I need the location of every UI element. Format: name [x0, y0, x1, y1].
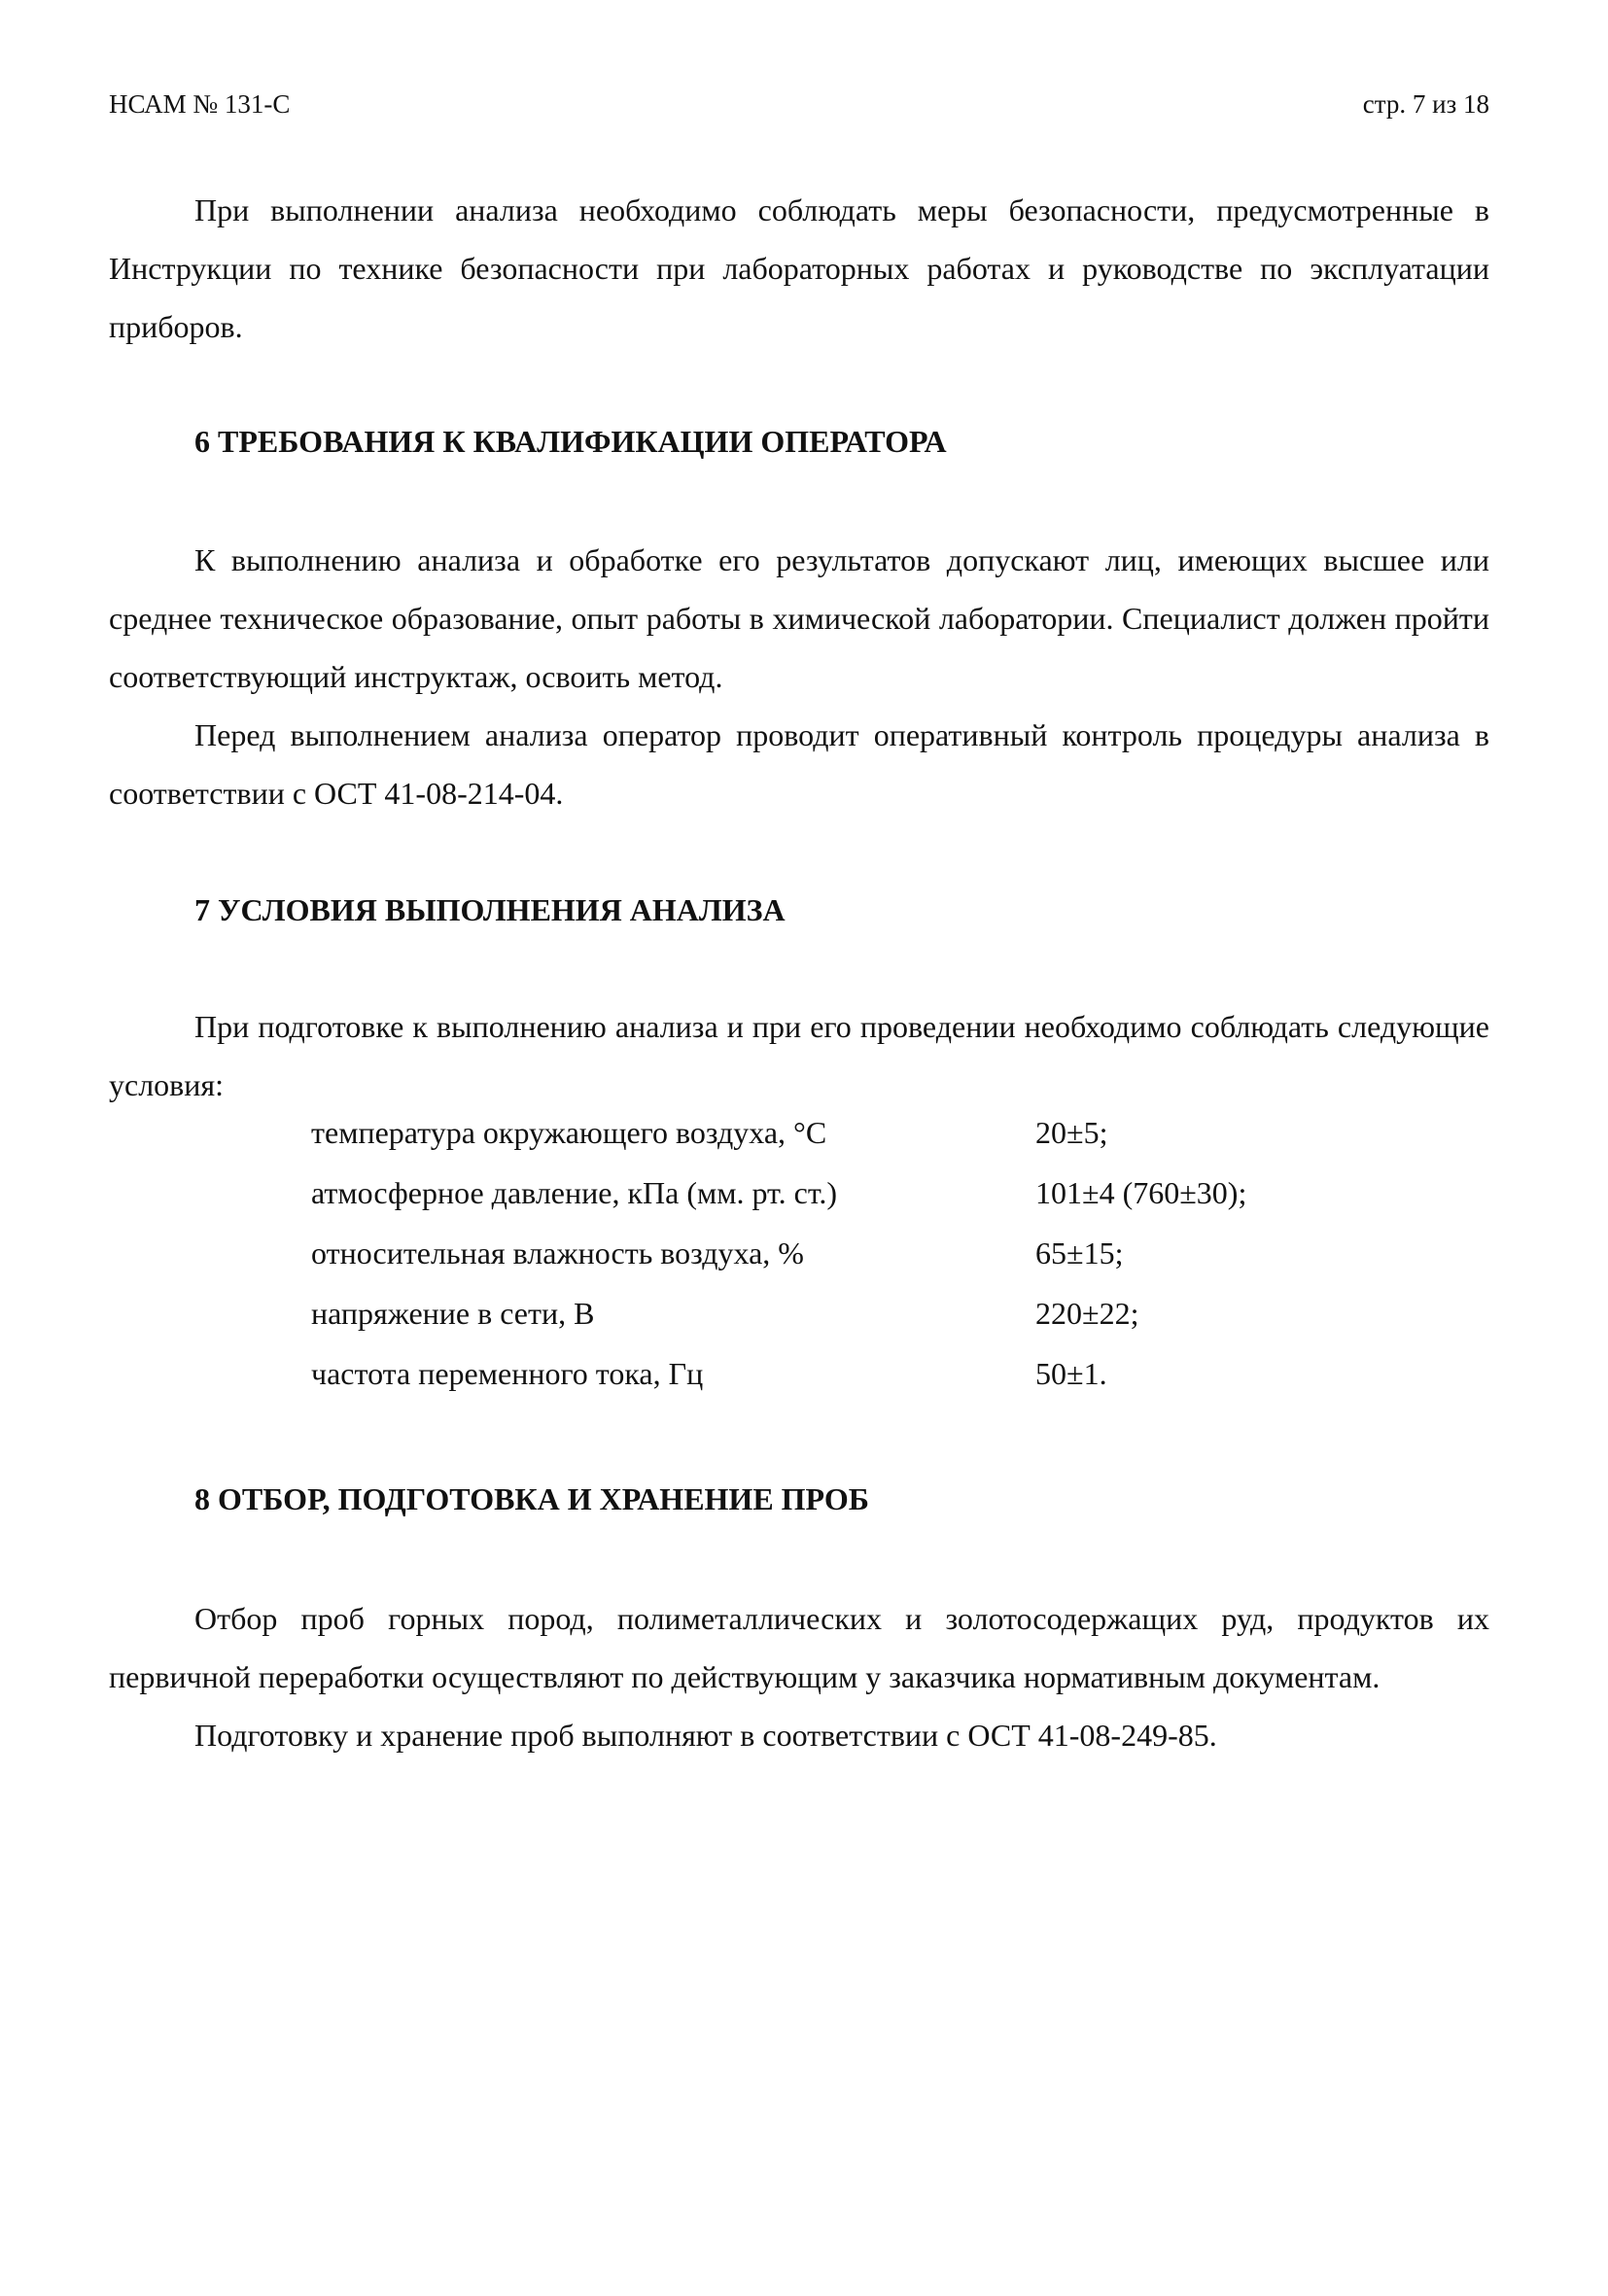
safety-paragraph: При выполнении анализа необходимо соблюдать меры безопасности, предусмотренные в Инструкции по технике безопасности при лабораторных работах и руководстве по эксплуатации приборов.	[109, 192, 1489, 344]
section-7-body	[109, 997, 1489, 1114]
section-8-paragraph-2: Подготовку и хранение проб выполняют в соответствии с ОСТ 41-08-249-85.	[194, 1718, 1217, 1753]
section-8-title: 8 ОТБОР, ПОДГОТОВКА И ХРАНЕНИЕ ПРОБ	[194, 1481, 869, 1516]
condition-value: 20±5;	[1035, 1115, 1108, 1150]
condition-row	[311, 1235, 1283, 1296]
safety-block	[109, 181, 1489, 356]
condition-row	[311, 1296, 1283, 1356]
condition-label: температура окружающего воздуха, °С	[311, 1115, 827, 1150]
condition-value: 220±22;	[1035, 1296, 1139, 1331]
condition-label: частота переменного тока, Гц	[311, 1356, 704, 1391]
section-8	[109, 1479, 1489, 1518]
condition-label: атмосферное давление, кПа (мм. рт. ст.)	[311, 1175, 838, 1210]
section-7-intro: При подготовке к выполнению анализа и при его проведении необходимо соблюдать следующие условия:	[109, 1009, 1489, 1102]
condition-row	[311, 1115, 1283, 1175]
section-6	[109, 422, 1489, 461]
section-6-title: 6 ТРЕБОВАНИЯ К КВАЛИФИКАЦИИ ОПЕРАТОРА	[194, 424, 947, 459]
section-7-title: 7 УСЛОВИЯ ВЫПОЛНЕНИЯ АНАЛИЗА	[194, 892, 786, 927]
page-number: стр. 7 из 18	[1362, 89, 1489, 119]
section-7	[109, 890, 1489, 929]
condition-value: 101±4 (760±30);	[1035, 1175, 1247, 1210]
page-header	[109, 89, 1489, 128]
section-6-paragraph-2: Перед выполнением анализа оператор проводит оперативный контроль процедуры анализа в соответствии с ОСТ 41-08-214-04.	[109, 717, 1489, 811]
section-8-paragraph-1: Отбор проб горных пород, полиметаллических и золотосодержащих руд, продуктов их первичной переработки осуществляют по действующим у заказчика нормативным документам.	[109, 1601, 1489, 1694]
condition-row	[311, 1356, 1283, 1416]
conditions-list	[311, 1115, 1283, 1416]
section-6-paragraph-1: К выполнению анализа и обработке его результатов допускают лиц, имеющих высшее или среднее техническое образование, опыт работы в химической лаборатории. Специалист должен пройти соответствующий инструктаж, освоить метод.	[109, 542, 1489, 694]
condition-label: относительная влажность воздуха, %	[311, 1235, 804, 1270]
section-8-body	[109, 1589, 1489, 1764]
condition-value: 50±1.	[1035, 1356, 1107, 1391]
section-6-body	[109, 531, 1489, 822]
condition-value: 65±15;	[1035, 1235, 1124, 1270]
condition-label: напряжение в сети, В	[311, 1296, 595, 1331]
condition-row	[311, 1175, 1283, 1235]
document-id: НСАМ № 131-С	[109, 89, 291, 119]
